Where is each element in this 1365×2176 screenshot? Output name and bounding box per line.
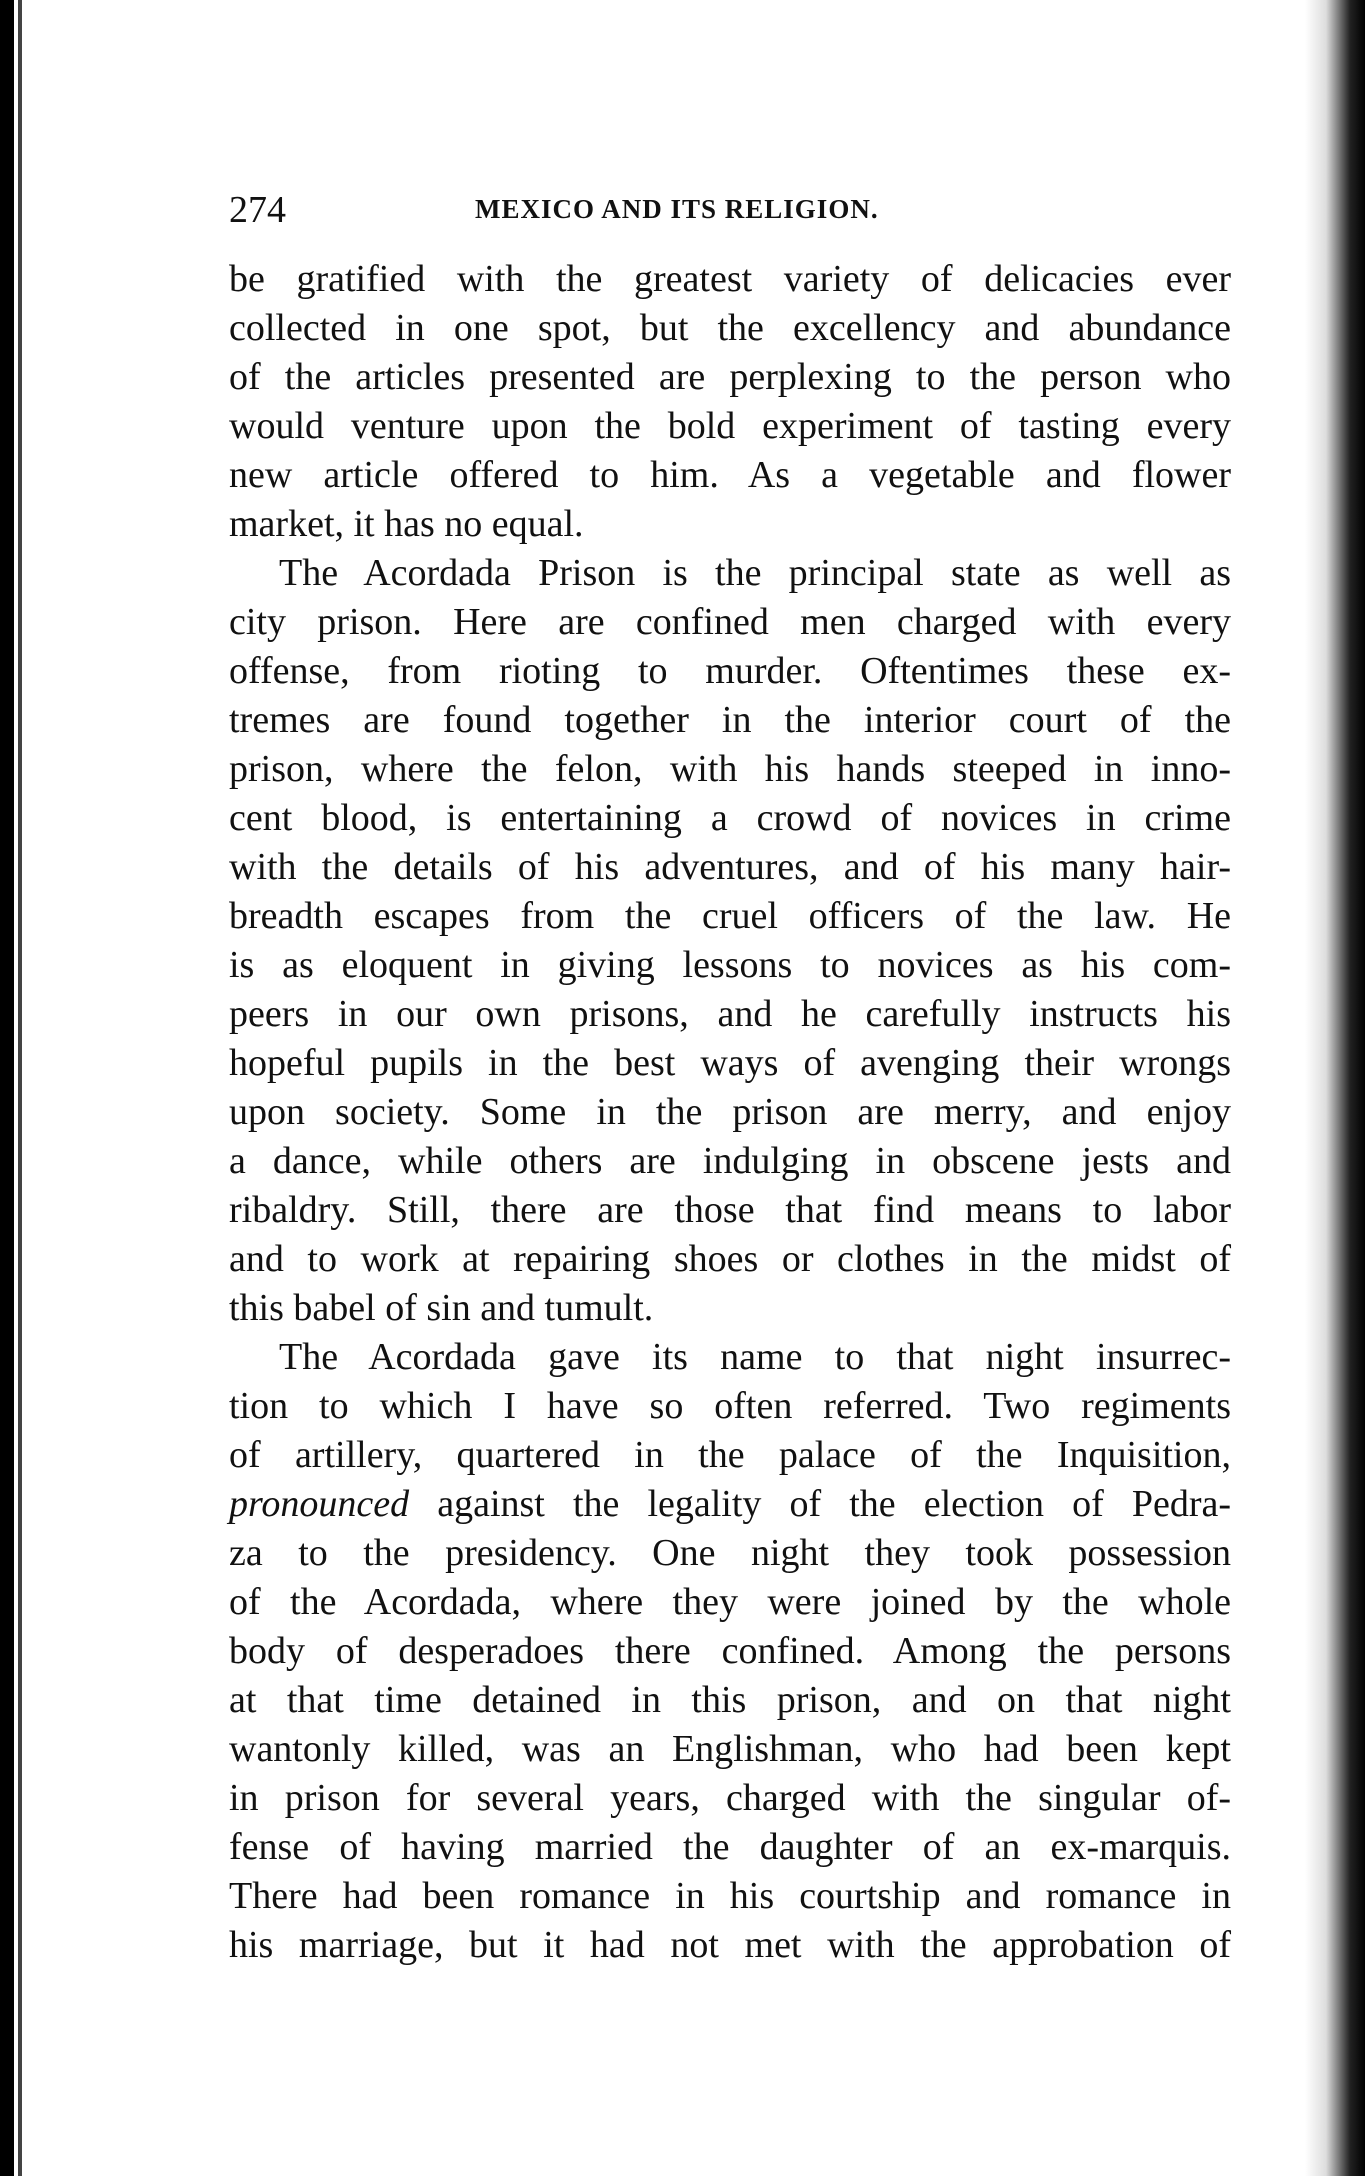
text-line: collected in one spot, but the excellency and abundance	[229, 307, 1231, 349]
text-line: with the details of his adventures, and of his many hair-	[229, 846, 1231, 888]
text-line: this babel of sin and tumult.	[229, 1287, 654, 1329]
text-line: cent blood, is entertaining a crowd of novices in crime	[229, 797, 1231, 839]
text-line: of artillery, quartered in the palace of the Inquisition,	[229, 1434, 1231, 1476]
text-line: za to the presidency. One night they took possession	[229, 1532, 1231, 1574]
text-line: a dance, while others are indulging in obscene jests and	[229, 1140, 1231, 1182]
text-line: and to work at repairing shoes or clothes in the midst of	[229, 1238, 1231, 1280]
text-line	[229, 1480, 1231, 1529]
text-line: of the articles presented are perplexing to the person who	[229, 356, 1231, 398]
page-edge-shadow	[1305, 0, 1365, 2176]
text-line: new article offered to him. As a vegetable and flower	[229, 454, 1231, 496]
page-header	[229, 188, 1229, 238]
text-line: breadth escapes from the cruel officers of the law. He	[229, 895, 1231, 937]
text-line: would venture upon the bold experiment of tasting every	[229, 405, 1231, 447]
text-line-rest: against the legality of the election of Pedra-	[437, 1483, 1232, 1525]
text-line: body of desperadoes there confined. Among the persons	[229, 1630, 1231, 1672]
text-line: of the Acordada, where they were joined by the whole	[229, 1581, 1231, 1623]
text-line: hopeful pupils in the best ways of avenging their wrongs	[229, 1042, 1231, 1084]
italic-word: pronounced	[229, 1483, 410, 1525]
running-title: MEXICO AND ITS RELIGION.	[475, 194, 879, 224]
page-number: 274	[229, 189, 286, 231]
text-line: The Acordada Prison is the principal state as well as	[279, 552, 1231, 594]
text-line: is as eloquent in giving lessons to novices as his com-	[229, 944, 1231, 986]
text-line: peers in our own prisons, and he carefully instructs his	[229, 993, 1231, 1035]
text-line: fense of having married the daughter of an ex-marquis.	[229, 1826, 1231, 1868]
text-line: There had been romance in his courtship and romance in	[229, 1875, 1231, 1917]
text-line: his marriage, but it had not met with the approbation of	[229, 1924, 1231, 1966]
text-line: tremes are found together in the interior court of the	[229, 699, 1231, 741]
text-line: be gratified with the greatest variety of delicacies ever	[229, 258, 1231, 300]
text-line: city prison. Here are confined men charged with every	[229, 601, 1231, 643]
text-line: upon society. Some in the prison are merry, and enjoy	[229, 1091, 1231, 1133]
text-line: The Acordada gave its name to that night insurrec-	[279, 1336, 1231, 1378]
page-body	[229, 255, 1231, 1970]
text-line: at that time detained in this prison, and on that night	[229, 1679, 1231, 1721]
book-binding-edge	[0, 0, 14, 2176]
text-line: offense, from rioting to murder. Oftentimes these ex-	[229, 650, 1231, 692]
book-binding-line	[18, 0, 22, 2176]
text-line: in prison for several years, charged with the singular of-	[229, 1777, 1231, 1819]
text-line: market, it has no equal.	[229, 503, 584, 545]
text-line: ribaldry. Still, there are those that find means to labor	[229, 1189, 1231, 1231]
text-line: wantonly killed, was an Englishman, who had been kept	[229, 1728, 1231, 1770]
text-line: tion to which I have so often referred. Two regiments	[229, 1385, 1231, 1427]
text-line: prison, where the felon, with his hands steeped in inno-	[229, 748, 1231, 790]
